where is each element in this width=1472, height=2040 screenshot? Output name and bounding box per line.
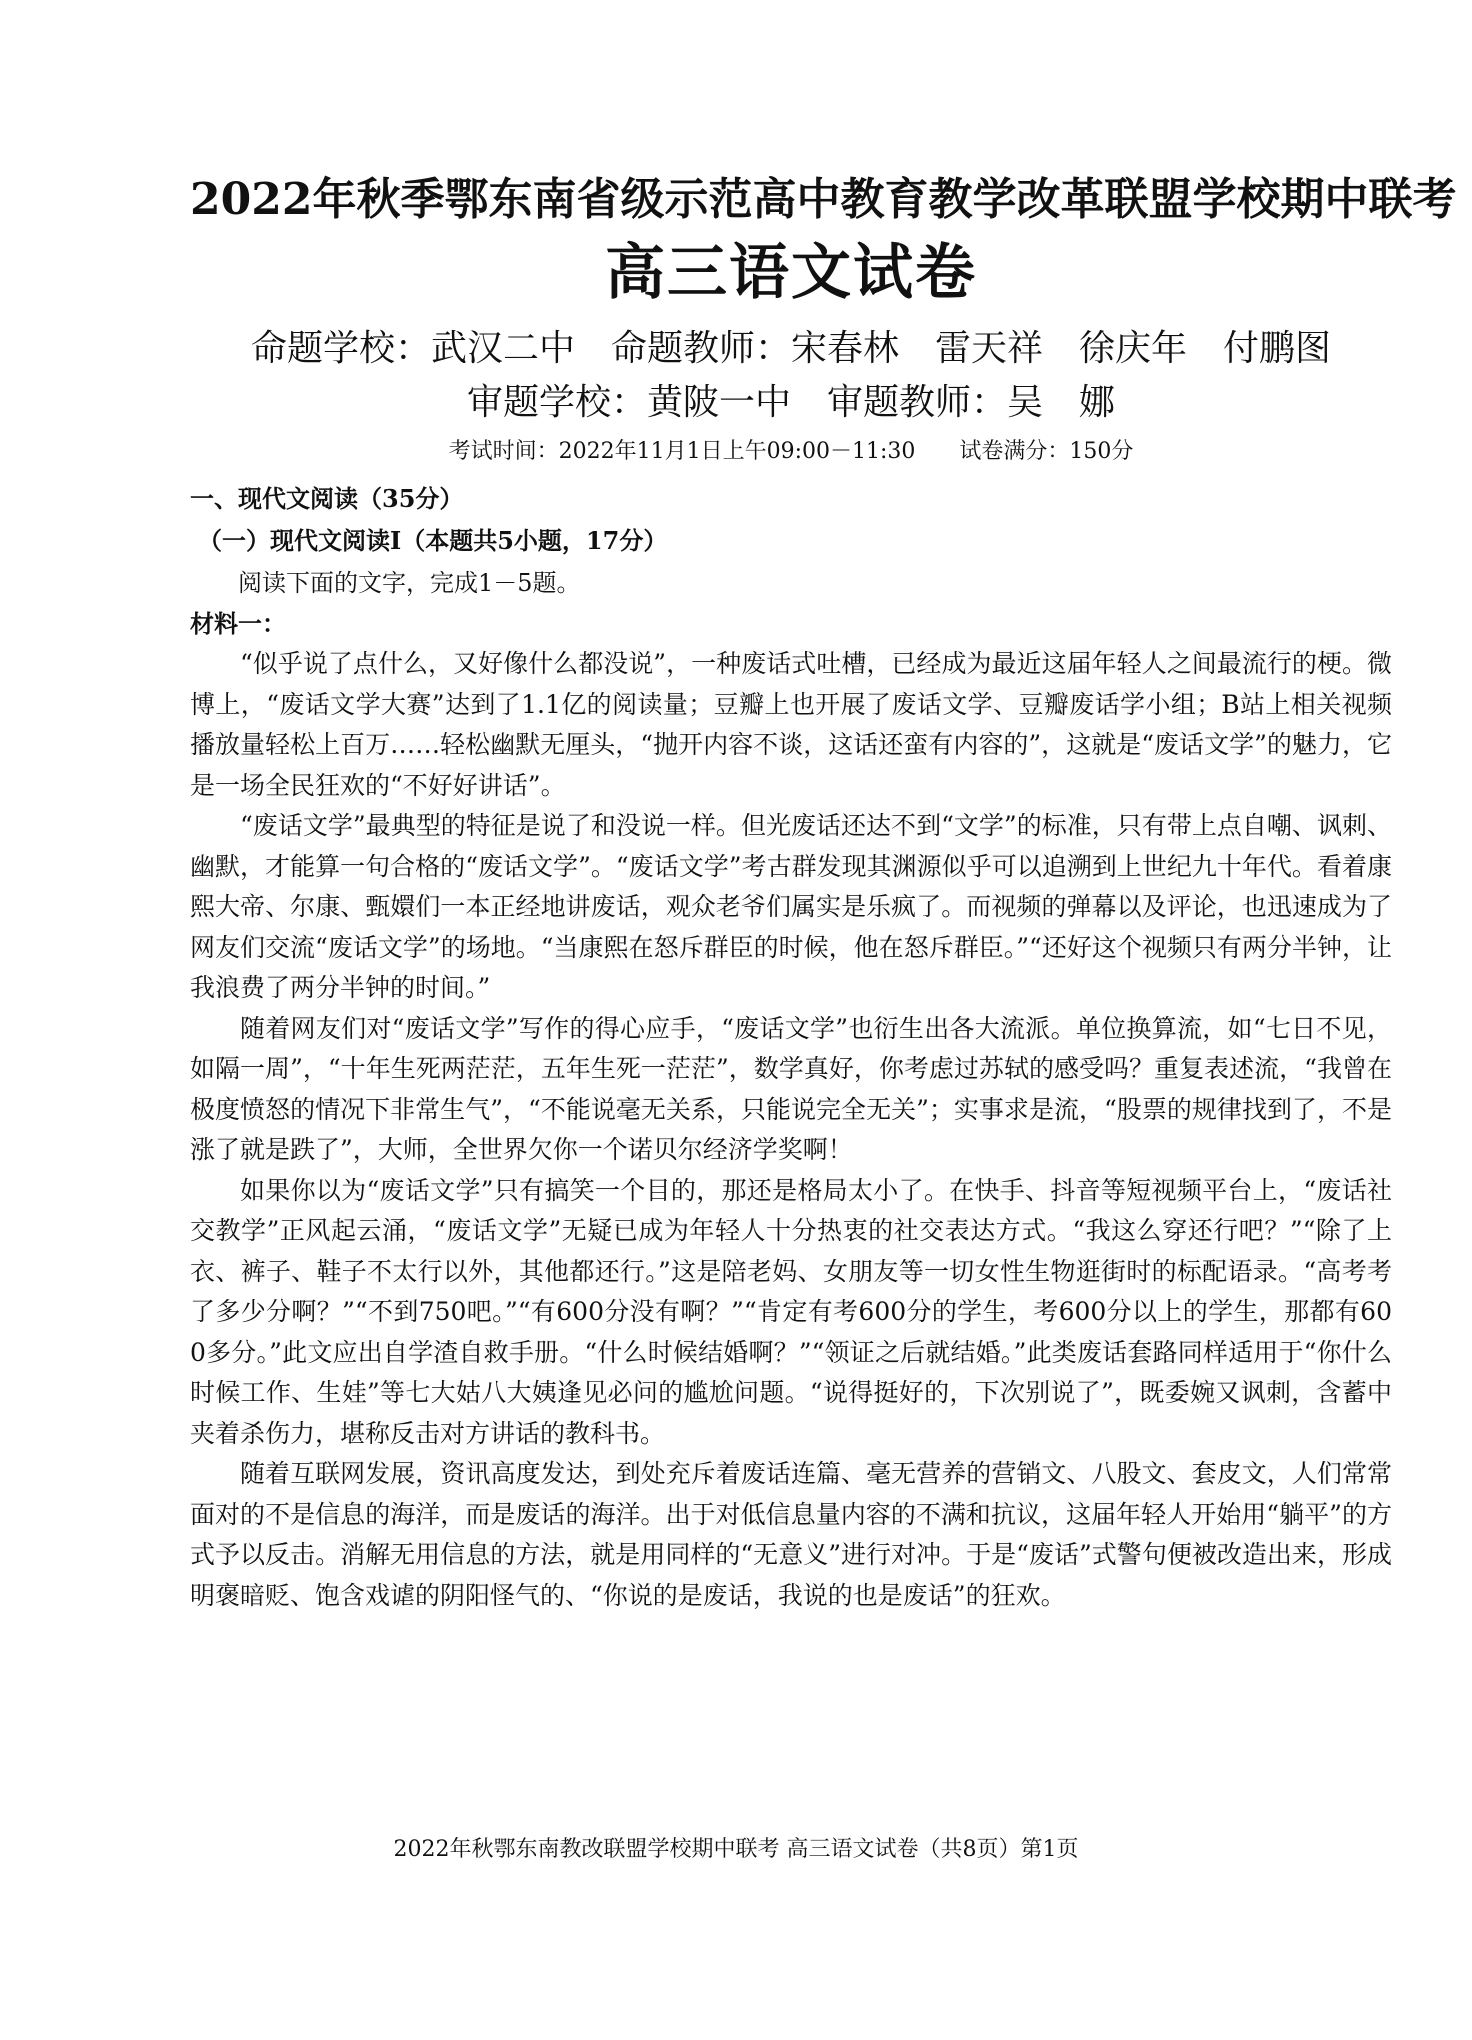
page-content: [190, 168, 1457, 1616]
reading-instruction: 阅读下面的文字，完成1－5题。: [238, 569, 581, 597]
material-label: 材料一：: [190, 609, 286, 638]
reviewer-text: 审题学校：黄陂一中 审题教师：吴 娜: [466, 382, 1115, 423]
setter-text: 命题学校：武汉二中 命题教师：宋春林 雷天祥 徐庆年 付鹏图: [250, 328, 1331, 369]
paragraph-3: 随着网友们对“废话文学”写作的得心应手，“废话文学”也衍生出各大流派。单位换算流，如“七日不见，如隔一周”，“十年生死两茫茫，五年生死一茫茫”，数学真好，你考虑过苏轼的感受吗？重复表述流，“我曾在极度愤怒的情况下非常生气”，“不能说毫无关系，只能说完全无关”；实事求是流，“股票的规律找到了，不是涨了就是跌了”，大师，全世界欠你一个诺贝尔经济学奖啊！: [190, 1013, 1392, 1164]
exam-info: 考试时间：2022年11月1日上午09:00－11:30 试卷满分：150分: [448, 439, 1134, 464]
paragraph-2: “废话文学”最典型的特征是说了和没说一样。但光废话还达不到“文学”的标准，只有带上点自嘲、讽刺、幽默，才能算一句合格的“废话文学”。“废话文学”考古群发现其渊源似乎可以追溯到上世纪九十年代。看着康熙大帝、尔康、甄嬛们一本正经地讲废话，观众老爷们属实是乐疯了。而视频的弹幕以及评论，也迅速成为了网友们交流“废话文学”的场地。“当康熙在怒斥群臣的时候，他在怒斥群臣。”“还好这个视频只有两分半钟，让我浪费了两分半钟的时间。”: [190, 811, 1392, 1002]
section-title: 一、现代文阅读（35分）: [190, 484, 464, 513]
exam-title: 2022年秋季鄂东南省级示范高中教育教学改革联盟学校期中联考: [190, 174, 1457, 225]
paragraph-4: 如果你以为“废话文学”只有搞笑一个目的，那还是格局太小了。在快手、抖音等短视频平台上，“废话社交教学”正风起云涌，“废话文学”无疑已成为年轻人十分热衷的社交表达方式。“我这么穿还行吧？”“除了上衣、裤子、鞋子不太行以外，其他都还行。”这是陪老妈、女朋友等一切女性生物逛街时的标配语录。“高考考了多少分啊？”“不到750吧。”“有600分没有啊？”“肯定有考600分的学生，考600分以上的学生，那都有600多分。”此文应出自学渣自救手册。“什么时候结婚啊？”“领证之后就结婚。”此类废话套路同样适用于“你什么时候工作、生娃”等七大姑八大姨逢见必问的尴尬问题。“说得挺好的，下次别说了”，既委婉又讽刺，含蓄中夹着杀伤力，堪称反击对方讲话的教科书。: [190, 1175, 1392, 1448]
setter-line: [190, 322, 1392, 376]
paper-title: 高三语文试卷: [605, 238, 977, 308]
subsection-title: （一）现代文阅读Ⅰ（本题共5小题，17分）: [198, 526, 668, 555]
reviewer-line: [190, 376, 1392, 430]
paragraph-1: “似乎说了点什么，又好像什么都没说”，一种废话式吐槽，已经成为最近这届年轻人之间最流行的梗。微博上，“废话文学大赛”达到了1.1亿的阅读量；豆瓣上也开展了废话文学、豆瓣废话学小组；B站上相关视频播放量轻松上百万……轻松幽默无厘头，“抛开内容不谈，这话还蛮有内容的”，这就是“废话文学”的魅力，它是一场全民狂欢的“不好好讲话”。: [190, 649, 1392, 800]
paragraph-5: 随着互联网发展，资讯高度发达，到处充斥着废话连篇、毫无营养的营销文、八股文、套皮文，人们常常面对的不是信息的海洋，而是废话的海洋。出于对低信息量内容的不满和抗议，这届年轻人开始用“躺平”的方式予以反击。消解无用信息的方法，就是用同样的“无意义”进行对冲。于是“废话”式警句便被改造出来，形成明褒暗贬、饱含戏谑的阴阳怪气的、“你说的是废话，我说的也是废话”的狂欢。: [190, 1459, 1392, 1610]
page-footer: 2022年秋鄂东南教改联盟学校期中联考 高三语文试卷（共8页）第1页: [393, 1837, 1079, 1862]
